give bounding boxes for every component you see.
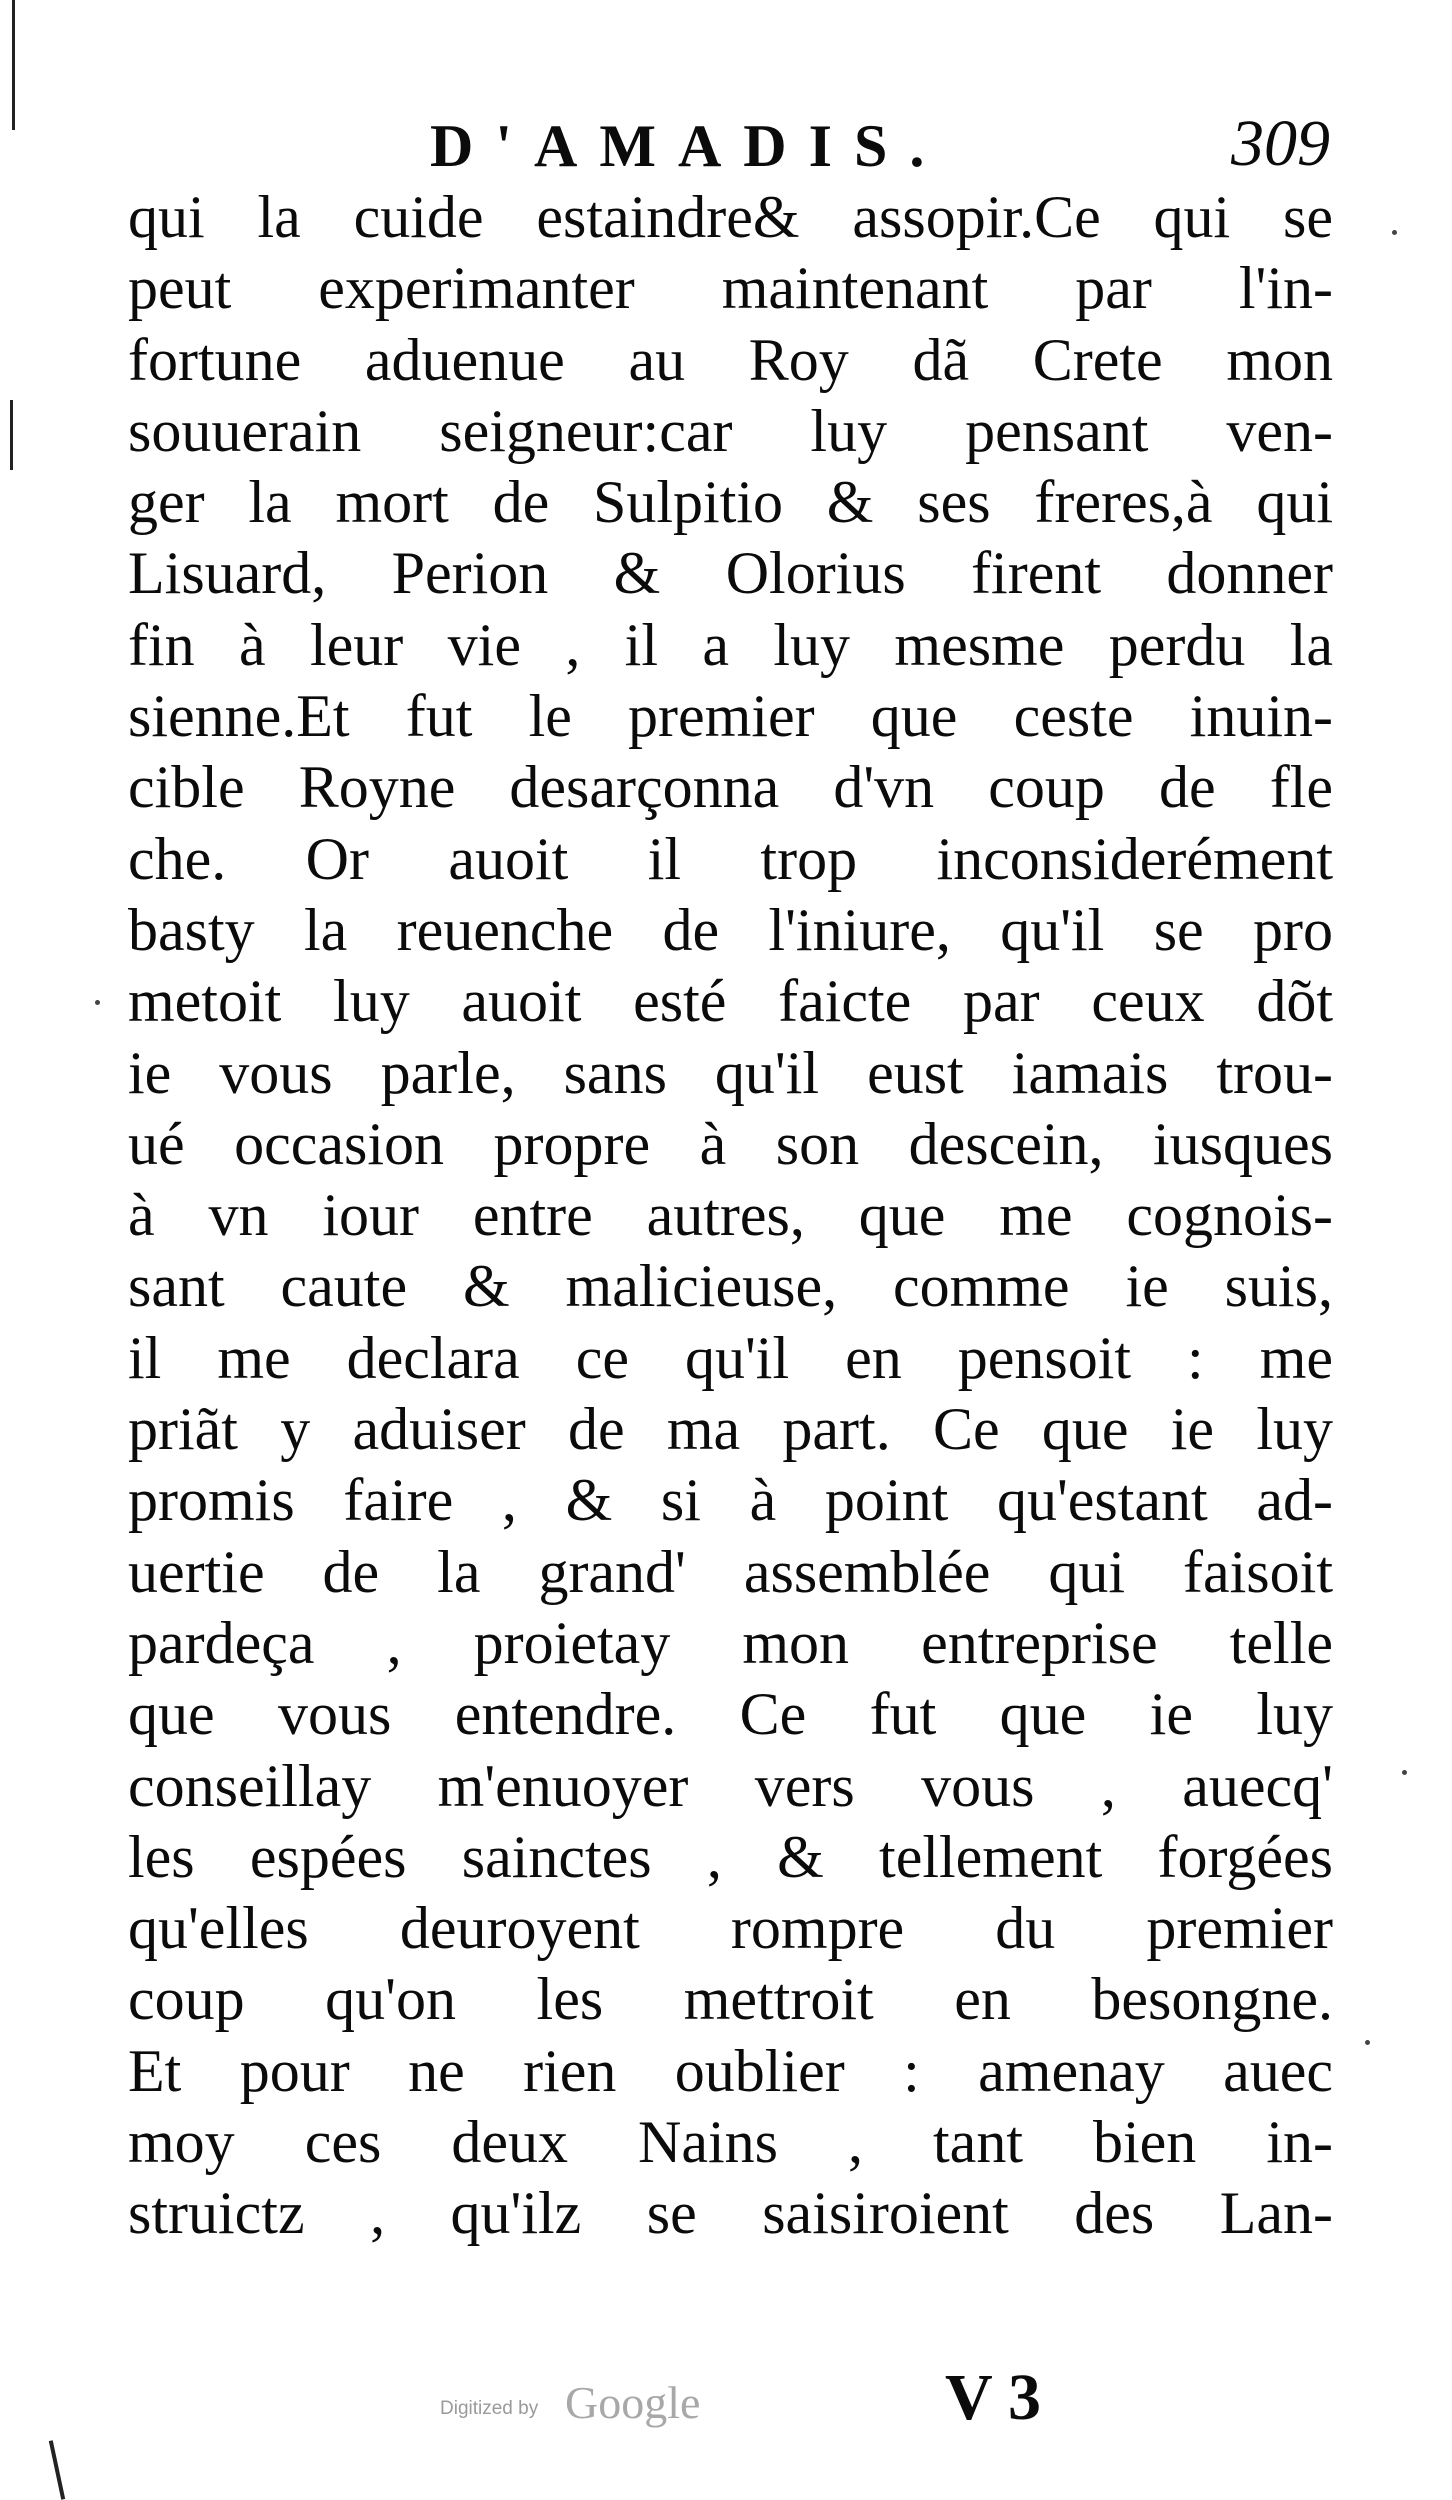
- text-line: souuerain seigneur:car luy pensant ven-: [128, 397, 1333, 464]
- text-line: pardeça , proietay mon entreprise telle: [128, 1609, 1333, 1676]
- text-line: uertie de la grand' assemblée qui faisoit: [128, 1538, 1333, 1605]
- text-line: ie vous parle, sans qu'il eust iamais trou-: [128, 1039, 1333, 1106]
- text-line: ué occasion propre à son descein, iusques: [128, 1110, 1333, 1177]
- text-line: sienne.Et fut le premier que ceste inuin-: [128, 683, 1333, 750]
- text-line: conseillay m'enuoyer vers vous , auecq': [128, 1752, 1333, 1819]
- text-line: Lisuard, Perion & Olorius firent donner: [128, 540, 1333, 607]
- running-head: D'AMADIS.: [430, 113, 947, 179]
- google-watermark: Google: [565, 2377, 701, 2428]
- text-line: que vous entendre. Ce fut que ie luy: [128, 1681, 1333, 1748]
- text-line: qui la cuide estaindre& assopir.Ce qui se: [128, 184, 1333, 250]
- text-line: che. Or auoit il trop inconsiderément: [128, 825, 1333, 892]
- text-line: promis faire , & si à point qu'estant ad-: [128, 1467, 1333, 1534]
- body-text: [128, 182, 1333, 2250]
- speck: [1392, 230, 1397, 235]
- signature-mark: V 3: [945, 2361, 1041, 2434]
- text-line: priãt y aduiser de ma part. Ce que ie luy: [128, 1396, 1333, 1463]
- text-line: metoit luy auoit esté faicte par ceux dõt: [128, 968, 1333, 1035]
- scan-edge-mark: [12, 0, 15, 130]
- text-line: ger la mort de Sulpitio & ses freres,à qui: [128, 469, 1333, 536]
- text-line: Et pour ne rien oublier : amenay auec: [128, 2037, 1333, 2104]
- digitized-by-label: Digitized by: [440, 2398, 539, 2419]
- page-footer: [0, 2360, 1452, 2450]
- text-line: fin à leur vie , il a luy mesme perdu la: [128, 611, 1333, 678]
- page-header: [430, 107, 1330, 182]
- text-line: il me declara ce qu'il en pensoit : me: [128, 1324, 1333, 1391]
- page-number: 309: [1231, 107, 1330, 180]
- text-line: peut experimanter maintenant par l'in-: [128, 255, 1333, 322]
- text-line: cible Royne desarçonna d'vn coup de fle: [128, 754, 1333, 821]
- text-line: moy ces deux Nains , tant bien in-: [128, 2109, 1333, 2176]
- text-line: struictz , qu'ilz se saisiroient des Lan-: [128, 2180, 1333, 2247]
- text-line: coup qu'on les mettroit en besongne.: [128, 1966, 1333, 2033]
- speck: [1402, 1770, 1407, 1775]
- text-line: qu'elles deuroyent rompre du premier: [128, 1895, 1333, 1962]
- speck: [1365, 2040, 1370, 2045]
- text-line: les espées sainctes , & tellement forgées: [128, 1823, 1333, 1890]
- text-line: basty la reuenche de l'iniure, qu'il se pro: [128, 896, 1333, 963]
- text-line: fortune aduenue au Roy dã Crete mon: [128, 326, 1333, 393]
- text-line: à vn iour entre autres, que me cognois-: [128, 1182, 1333, 1249]
- scan-edge-mark: [10, 400, 13, 470]
- speck: [95, 1000, 100, 1005]
- text-line: sant caute & malicieuse, comme ie suis,: [128, 1253, 1333, 1320]
